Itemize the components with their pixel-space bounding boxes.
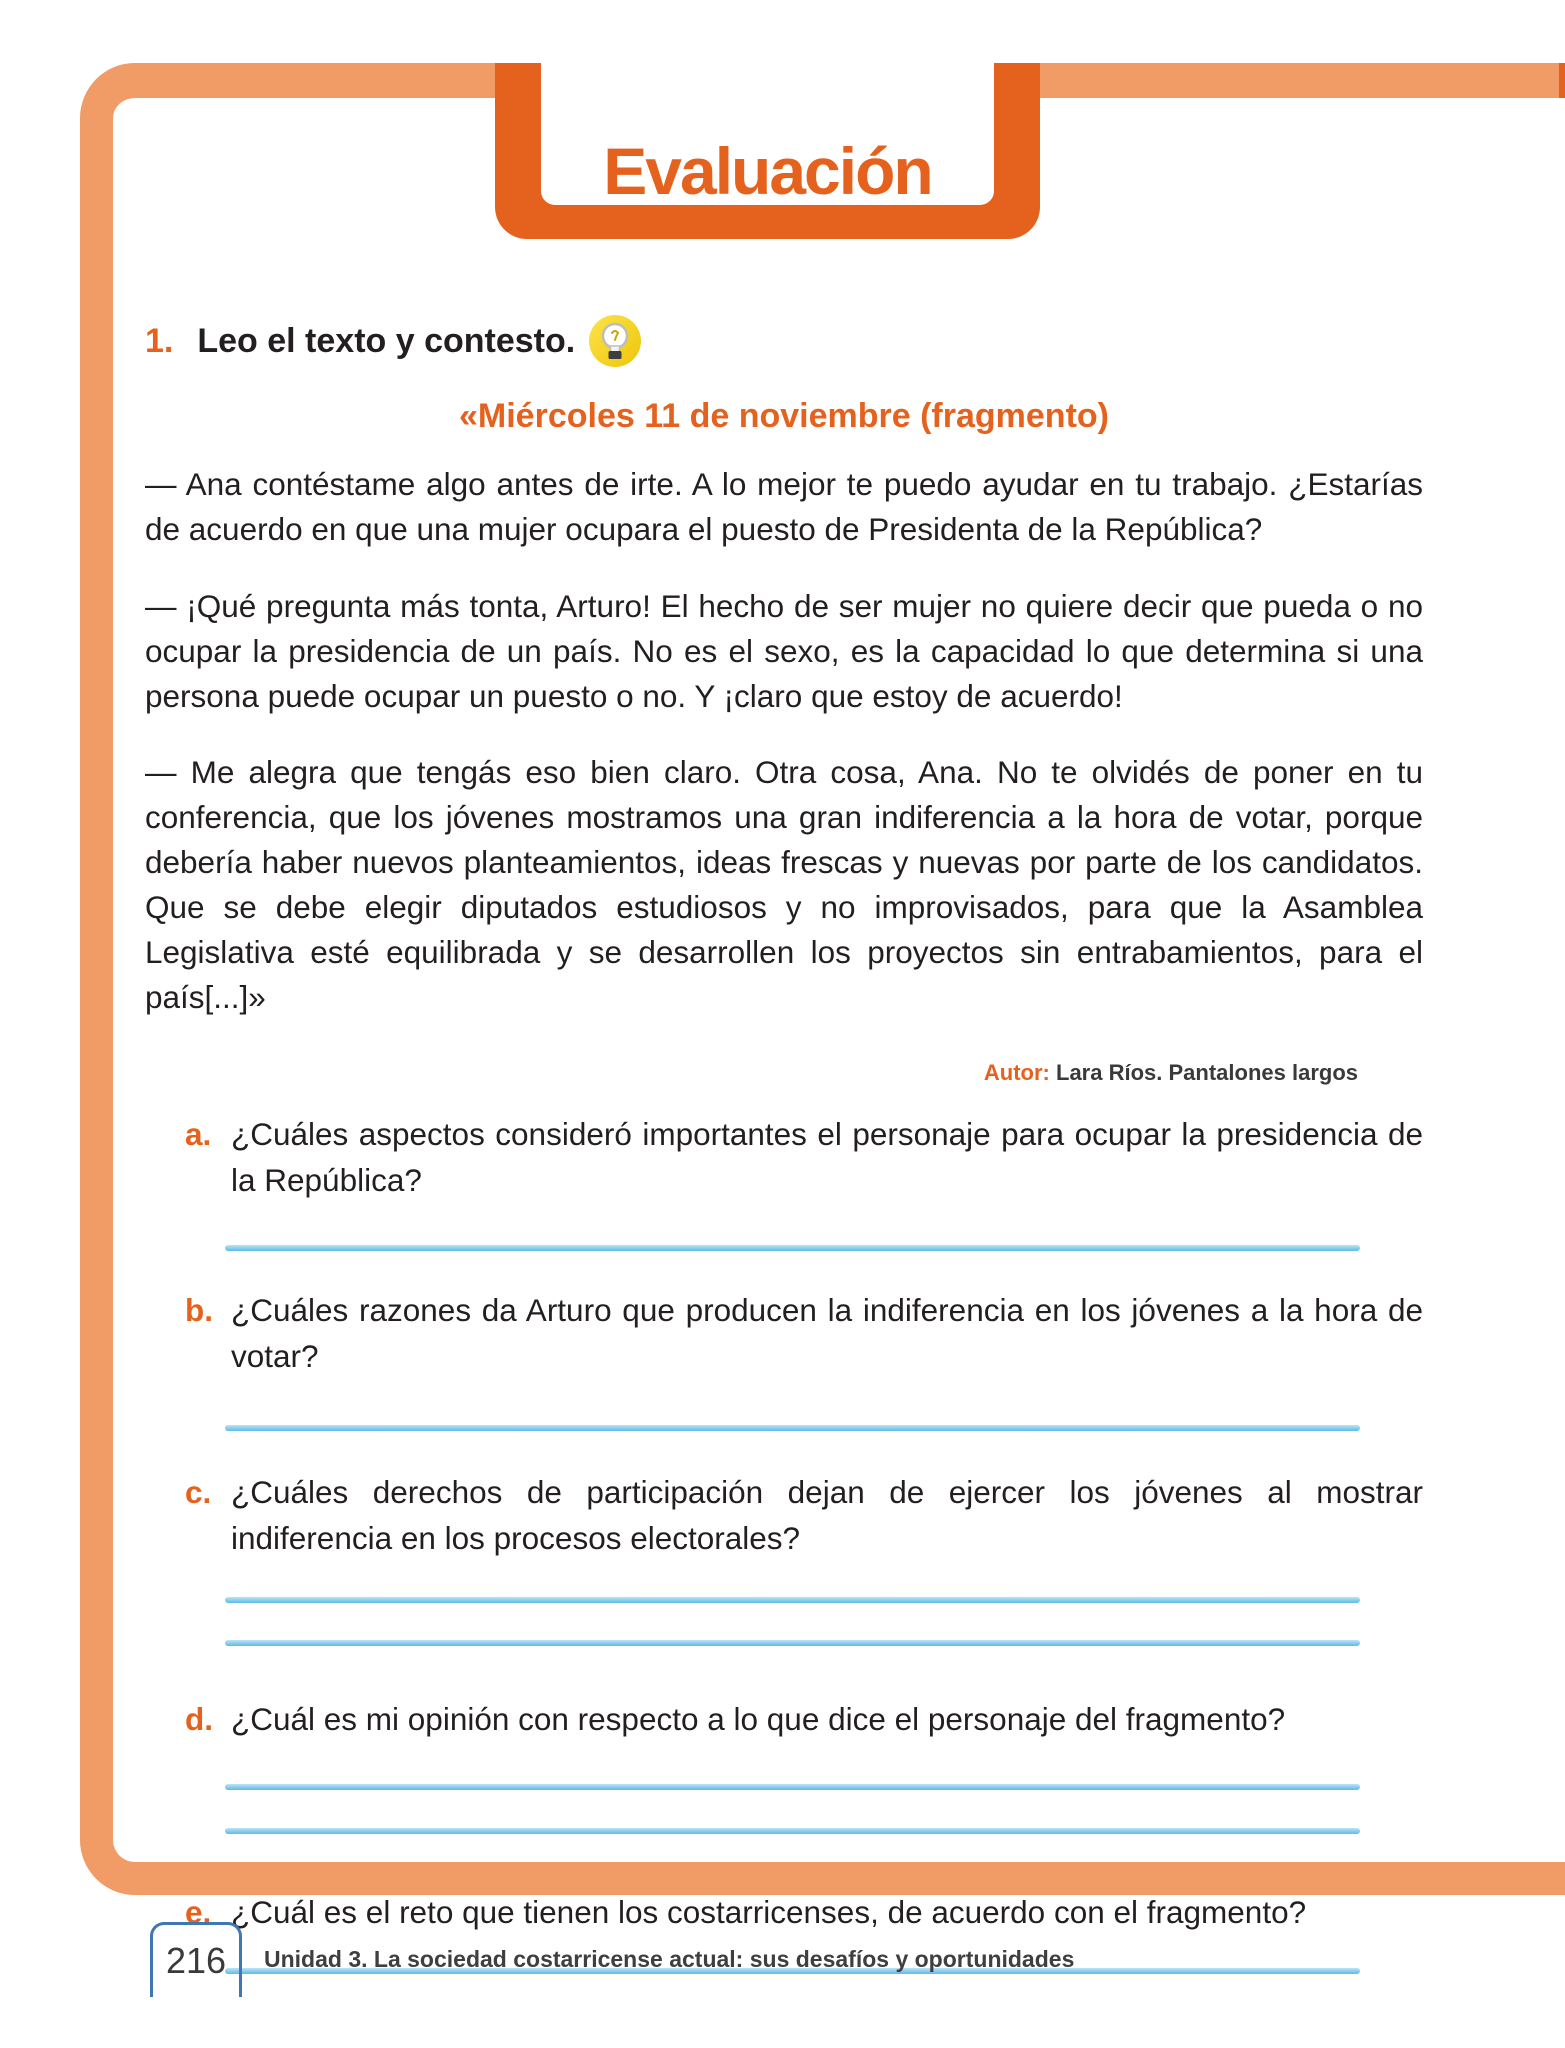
- answer-line-a[interactable]: [225, 1245, 1360, 1251]
- activity-heading: [145, 315, 1423, 367]
- answer-line-c2[interactable]: [225, 1640, 1360, 1646]
- question-d-text: ¿Cuál es mi opinión con respecto a lo que dice el personaje del fragmento?: [231, 1701, 1286, 1737]
- page-number: 216: [165, 1940, 227, 1981]
- reading-title: «Miércoles 11 de noviembre (fragmento): [459, 397, 1109, 435]
- question-b-label: b.: [185, 1292, 213, 1328]
- reading-paragraph-3: — Me alegra que tengás eso bien claro. Otra cosa, Ana. No te olvidés de poner en tu conferencia, que los jóvenes mostramos una gran indiferencia a la hora de votar, porque debería haber nuevos planteamientos, ideas frescas y nuevas por parte de los candidatos. Que se debe elegir diputados estudiosos y no improvisados, para que la Asamblea Legislativa esté equilibrada y se desarrollen los proyectos sin entrabamientos, para el país[...]»: [145, 754, 1423, 1015]
- answer-line-d1[interactable]: [225, 1784, 1360, 1790]
- evaluacion-banner-inner: [541, 63, 994, 208]
- question-a-label: a.: [185, 1116, 212, 1152]
- page-number-box: [150, 1922, 242, 1997]
- question-d-label: d.: [185, 1701, 213, 1737]
- question-a-text: ¿Cuáles aspectos consideró importantes el personaje para ocupar la presidencia de la República?: [231, 1116, 1423, 1198]
- reading-paragraph-2: — ¡Qué pregunta más tonta, Arturo! El hecho de ser mujer no quiere decir que pueda o no ocupar la presidencia de un país. No es el sexo, es la capacidad lo que determina si una persona puede ocupar un puesto o no. Y ¡claro que estoy de acuerdo!: [145, 587, 1423, 714]
- question-e-label: e.: [185, 1894, 212, 1930]
- author-text: Lara Ríos. Pantalones largos: [1049, 1060, 1358, 1085]
- author-label: Autor:: [983, 1060, 1050, 1085]
- question-a: [185, 1111, 1423, 1203]
- evaluacion-banner: [495, 63, 1040, 239]
- question-e-text: ¿Cuál es el reto que tienen los costarricenses, de acuerdo con el fragmento?: [231, 1894, 1307, 1930]
- reading-paragraph-1: — Ana contéstame algo antes de irte. A lo mejor te puedo ayudar en tu trabajo. ¿Estarías de acuerdo en que una mujer ocupara el puesto de Presidenta de la República?: [145, 466, 1423, 547]
- activity-instruction: Leo el texto y contesto.: [197, 321, 576, 360]
- answer-line-b[interactable]: [225, 1425, 1360, 1431]
- lightbulb-icon: [589, 315, 641, 367]
- question-c-label: c.: [185, 1474, 212, 1510]
- author-line: [145, 1060, 1423, 1086]
- main-content: [145, 315, 1423, 1974]
- questions-section: [185, 1111, 1423, 1974]
- question-b-text: ¿Cuáles razones da Arturo que producen la indiferencia en los jóvenes a la hora de votar?: [231, 1292, 1423, 1374]
- page-title: Evaluación: [603, 133, 932, 208]
- question-d: [185, 1696, 1423, 1742]
- question-c: [185, 1469, 1423, 1561]
- page-footer: [150, 1922, 1074, 1997]
- question-c-text: ¿Cuáles derechos de participación dejan de ejercer los jóvenes al mostrar indiferencia en los procesos electorales?: [231, 1474, 1423, 1556]
- answer-line-d2[interactable]: [225, 1828, 1360, 1834]
- activity-number: 1.: [145, 321, 174, 360]
- unit-title: Unidad 3. La sociedad costarricense actual: sus desafíos y oportunidades: [264, 1946, 1075, 1972]
- answer-line-c1[interactable]: [225, 1597, 1360, 1603]
- question-b: [185, 1287, 1423, 1379]
- frame-right-edge: [1559, 63, 1565, 98]
